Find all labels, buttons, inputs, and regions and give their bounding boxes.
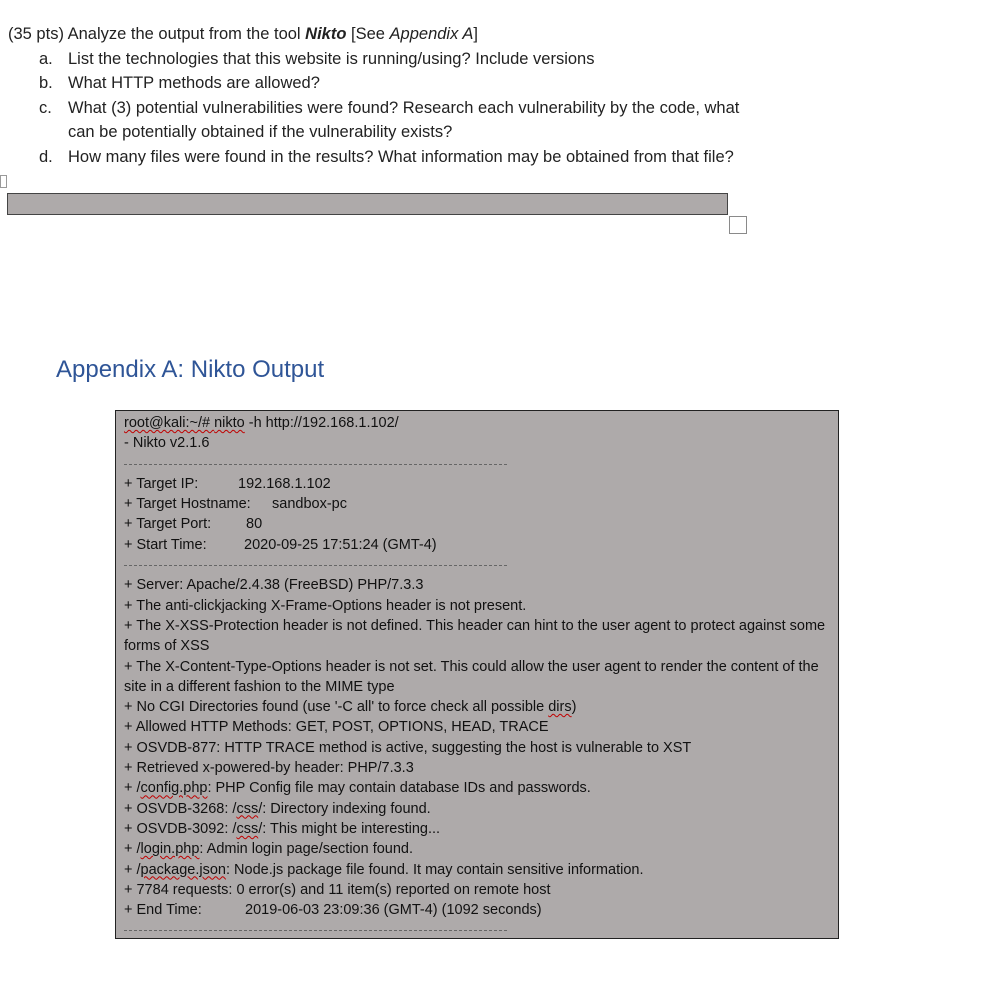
divider bbox=[124, 920, 838, 940]
target-host-label: + Target Hostname: bbox=[124, 496, 251, 513]
paragraph-anchor-icon bbox=[0, 175, 7, 188]
config-file: config.php bbox=[140, 780, 208, 797]
question-list bbox=[8, 47, 748, 170]
answer-text-box[interactable] bbox=[7, 193, 728, 215]
command-line bbox=[124, 413, 838, 433]
start-time-label: + Start Time: bbox=[124, 536, 207, 553]
end-time-label: + End Time: bbox=[124, 902, 202, 919]
item-letter: c. bbox=[39, 98, 52, 117]
login-line bbox=[124, 839, 838, 859]
target-ip-label: + Target IP: bbox=[124, 475, 199, 492]
osvdb-3268-prefix: + OSVDB-3268: / bbox=[124, 800, 237, 817]
end-time-row bbox=[124, 900, 838, 920]
xss-line: + The X-XSS-Protection header is not defined. This header can hint to the user agent to protect against some forms of XSS bbox=[124, 617, 830, 655]
config-line bbox=[124, 778, 838, 798]
version-line: - Nikto v2.1.6 bbox=[124, 435, 210, 452]
start-time-row bbox=[124, 535, 838, 555]
question-intro: Analyze the output from the tool bbox=[63, 25, 306, 43]
login-prefix: + / bbox=[124, 841, 141, 858]
nikto-output-box bbox=[115, 410, 839, 939]
server-line: + Server: Apache/2.4.38 (FreeBSD) PHP/7.3.3 bbox=[124, 577, 424, 594]
appendix-heading: Appendix A: Nikto Output bbox=[56, 356, 325, 383]
clickjacking-line: + The anti-clickjacking X-Frame-Options header is not present. bbox=[124, 597, 527, 614]
resize-handle-icon[interactable] bbox=[729, 216, 747, 234]
question-block bbox=[8, 22, 748, 169]
command-prompt: root@kali:~/# bbox=[124, 415, 215, 431]
target-port-value: 80 bbox=[246, 516, 263, 533]
item-letter: a. bbox=[39, 49, 53, 68]
appendix-ref: Appendix A bbox=[389, 25, 474, 43]
item-text: What HTTP methods are allowed? bbox=[68, 74, 320, 92]
question-item-d bbox=[8, 145, 748, 170]
osvdb-3092-css: css bbox=[236, 820, 259, 837]
divider bbox=[124, 555, 838, 575]
cgi-dirs: dirs bbox=[548, 699, 572, 716]
target-ip-value: 192.168.1.102 bbox=[238, 475, 331, 492]
question-item-c bbox=[8, 96, 748, 145]
command-args: -h http://192.168.1.102/ bbox=[244, 415, 399, 431]
end-time-value: 2019-06-03 23:09:36 (GMT-4) (1092 seconds) bbox=[245, 902, 542, 919]
login-file: login.php bbox=[140, 841, 200, 858]
item-letter: d. bbox=[39, 147, 53, 166]
package-line bbox=[124, 860, 838, 880]
see-text: [See bbox=[346, 25, 390, 43]
divider bbox=[124, 454, 838, 474]
item-text: How many files were found in the results? What information may be obtained from that file? bbox=[68, 147, 734, 166]
package-prefix: + / bbox=[124, 861, 141, 878]
cgi-text: + No CGI Directories found (use '-C all' to force check all possible bbox=[124, 699, 549, 716]
methods-line: + Allowed HTTP Methods: GET, POST, OPTIONS, HEAD, TRACE bbox=[124, 719, 549, 736]
cgi-line bbox=[124, 697, 838, 717]
question-title bbox=[8, 22, 748, 47]
package-text: : Node.js package file found. It may contain sensitive information. bbox=[225, 861, 644, 878]
tool-name: Nikto bbox=[305, 25, 347, 43]
item-text: List the technologies that this website is running/using? Include versions bbox=[68, 49, 595, 68]
command-tool: nikto bbox=[214, 415, 245, 431]
osvdb-3268-line bbox=[124, 799, 838, 819]
config-prefix: + / bbox=[124, 780, 141, 797]
question-item-b bbox=[8, 71, 748, 96]
start-time-value: 2020-09-25 17:51:24 (GMT-4) bbox=[244, 536, 437, 553]
cgi-close: ) bbox=[571, 699, 577, 716]
target-port-label: + Target Port: bbox=[124, 516, 212, 533]
close-bracket: ] bbox=[473, 25, 478, 43]
question-item-a bbox=[8, 47, 748, 72]
osvdb-3268-css: css bbox=[236, 800, 259, 817]
target-host-row bbox=[124, 494, 838, 514]
target-host-value: sandbox-pc bbox=[272, 496, 347, 513]
requests-line: + 7784 requests: 0 error(s) and 11 item(s) reported on remote host bbox=[124, 881, 551, 898]
package-file: package.json bbox=[140, 861, 226, 878]
osvdb-877-line: + OSVDB-877: HTTP TRACE method is active, suggesting the host is vulnerable to XST bbox=[124, 739, 692, 756]
points-label: (35 pts) bbox=[8, 25, 64, 43]
item-text: What (3) potential vulnerabilities were found? Research each vulnerability by the code, what can be potentially obtained if the vulnerability exists? bbox=[68, 98, 740, 141]
target-ip-row bbox=[124, 474, 838, 494]
login-text: : Admin login page/section found. bbox=[199, 841, 414, 858]
config-text: : PHP Config file may contain database IDs and passwords. bbox=[207, 780, 591, 797]
osvdb-3092-text: /: This might be interesting... bbox=[258, 820, 441, 837]
osvdb-3092-prefix: + OSVDB-3092: / bbox=[124, 820, 237, 837]
osvdb-3268-text: /: Directory indexing found. bbox=[258, 800, 431, 817]
target-port-row bbox=[124, 514, 838, 534]
osvdb-3092-line bbox=[124, 819, 838, 839]
content-type-line: + The X-Content-Type-Options header is not set. This could allow the user agent to render the content of the site in a different fashion to the MIME type bbox=[124, 658, 823, 695]
item-letter: b. bbox=[39, 74, 53, 92]
powered-by-line: + Retrieved x-powered-by header: PHP/7.3.3 bbox=[124, 760, 414, 777]
